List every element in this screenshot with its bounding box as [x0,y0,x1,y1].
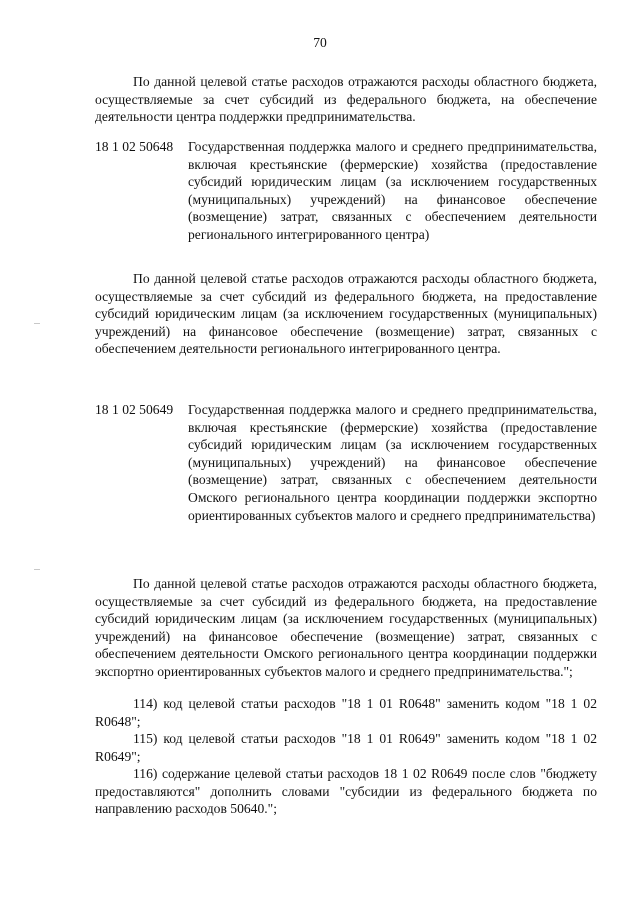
entry-text: Государственная поддержка малого и среднего предпринимательства, включая крестьянские (фермерские) хозяйства (предоставление субсидий юридическим лицам (за исключением государственных (муниципальных) учреждений) на финансовое обеспечение (возмещение) затрат, связанных с обеспечением деятельности Омского регионального центра координации поддержки экспортно ориентированных субъектов малого и среднего предпринимательства) [188,402,597,523]
entry-text: Государственная поддержка малого и среднего предпринимательства, включая крестьянские (фермерские) хозяйства (предоставление субсидий юридическим лицам (за исключением государственных (муниципальных) учреждений) на финансовое обеспечение (возмещение) затрат, связанных с обеспечением деятельности регионального интегрированного центра) [188,139,597,242]
entry-code: 18 1 02 50649 [95,402,174,417]
page-number: 70 [313,35,327,50]
amendment-item: 115) код целевой статьи расходов "18 1 01 R0649" заменить кодом "18 1 02 R0649"; [95,731,597,764]
amendment-item: 114) код целевой статьи расходов "18 1 01 R0648" заменить кодом "18 1 02 R0648"; [95,696,597,729]
amendment-item: 116) содержание целевой статьи расходов 18 1 02 R0649 после слов "бюджету предоставляются" дополнить словами "субсидии из федерального бюджета по направлению расходов 50640."; [95,766,597,817]
scan-margin-mark [34,323,40,324]
entry-code: 18 1 02 50648 [95,139,174,154]
scan-margin-mark [34,569,40,570]
paragraph: По данной целевой статье расходов отражаются расходы областного бюджета, осуществляемые за счет субсидий из федерального бюджета, на предоставление субсидий юридическим лицам (за исключением государственных (муниципальных) учреждений) на финансовое обеспечение (возмещение) затрат, связанных с обеспечением деятельности Омского регионального центра координации поддержки экспортно ориентированных субъектов малого и среднего предпринимательства."; [95,576,597,679]
paragraph: По данной целевой статье расходов отражаются расходы областного бюджета, осуществляемые за счет субсидий из федерального бюджета, на обеспечение деятельности центра поддержки предпринимательства. [95,74,597,125]
paragraph: По данной целевой статье расходов отражаются расходы областного бюджета, осуществляемые за счет субсидий из федерального бюджета, на предоставление субсидий юридическим лицам (за исключением государственных (муниципальных) учреждений) на финансовое обеспечение (возмещение) затрат, связанных с обеспечением деятельности регионального интегрированного центра. [95,271,597,357]
